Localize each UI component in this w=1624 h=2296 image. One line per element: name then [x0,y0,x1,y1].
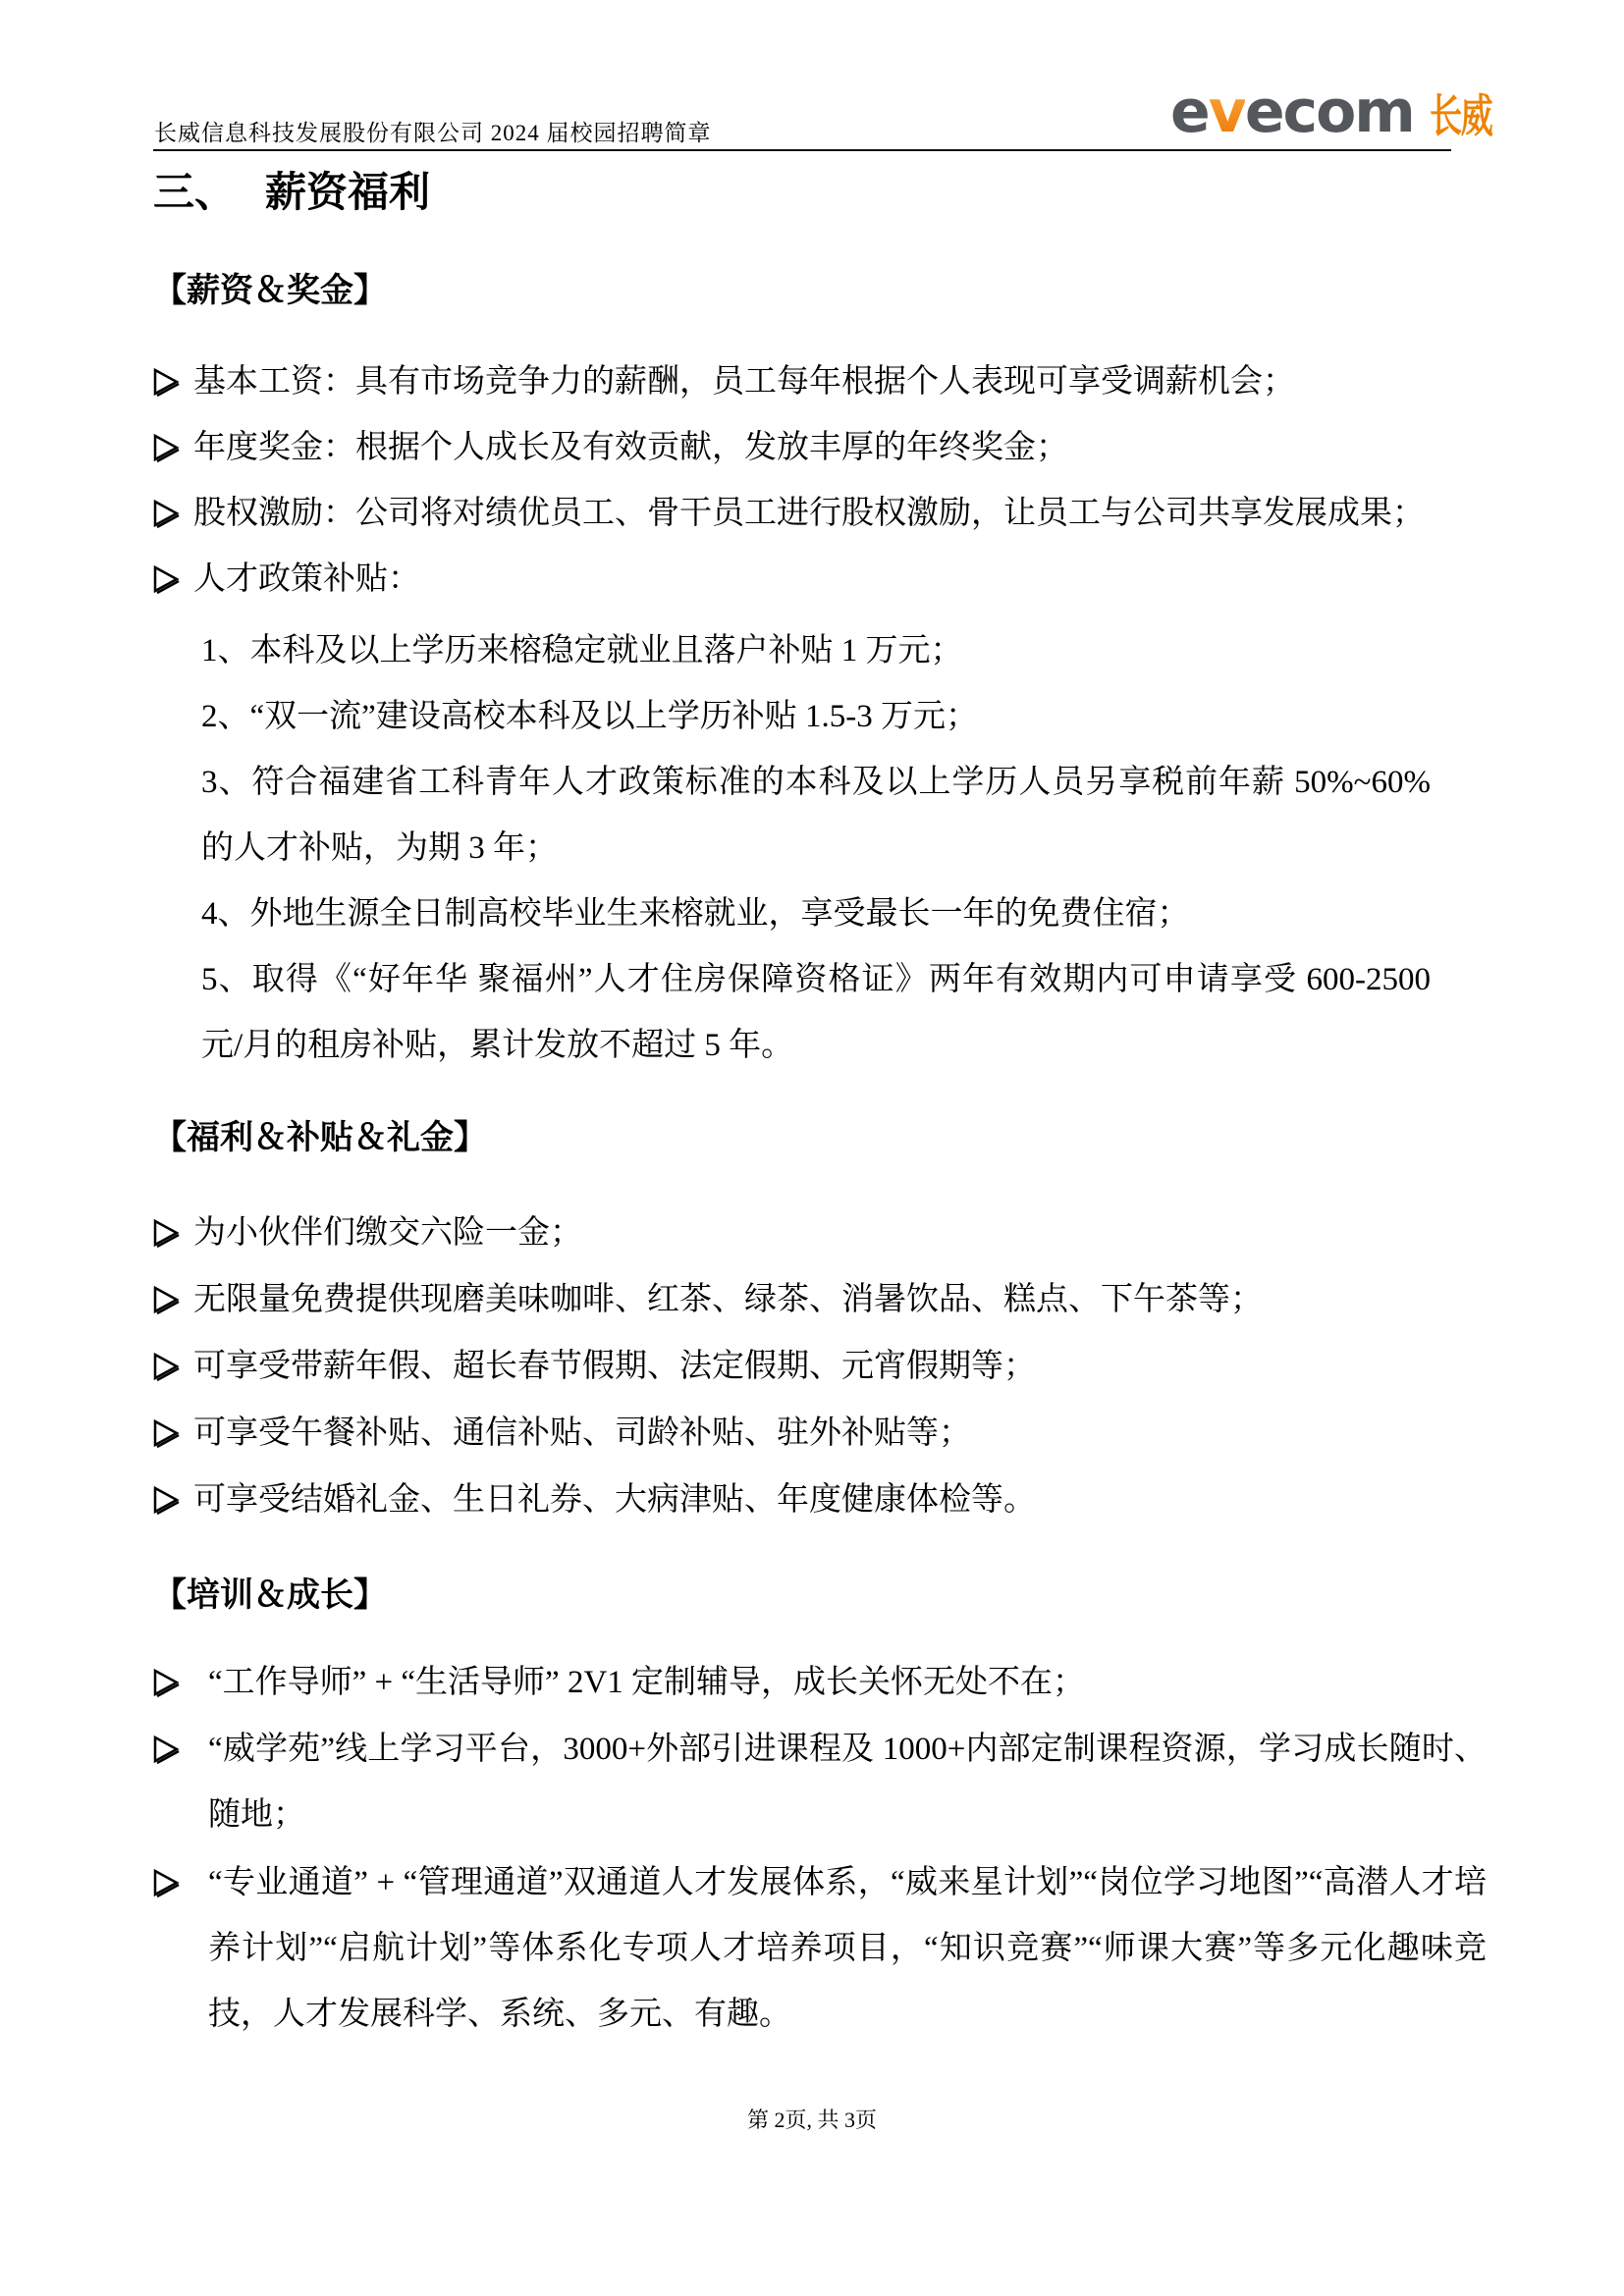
numbered-item: 5、取得《“好年华 聚福州”人才住房保障资格证》两年有效期内可申请享受 600-2500 元/月的租房补贴，累计发放不超过 5 年。 [201,962,1431,1063]
bullet-item [152,415,1457,481]
logo-letter-suffix: ecom [1244,78,1414,146]
bullet-text: 年度奖金：根据个人成长及有效贡献，发放丰厚的年终奖金； [193,430,1068,465]
page-footer-indicator: 第 2页, 共 3页 [746,2108,877,2132]
bullet-item [152,1201,1457,1266]
arrowhead-right-icon [152,432,180,463]
bullet-text: “工作导师” + “生活导师” 2V1 定制辅导，成长关怀无处不在； [208,1665,1086,1700]
bullet-item [152,1468,1457,1533]
company-logo [1170,78,1516,146]
logo-letter-accent: v [1208,78,1245,146]
page-title [153,169,430,218]
logo-letter-prefix: e [1170,78,1209,146]
bullet-text: “威学苑”线上学习平台，3000+外部引进课程及 1000+内部定制课程资源，学习成长随时、随地； [208,1732,1487,1833]
numbered-item: 3、符合福建省工科青年人才政策标准的本科及以上学历人员另享税前年薪 50%~60%的人才补贴，为期 3 年； [201,765,1431,866]
logo-cn-text: 长威 [1429,89,1492,142]
section-heading-training-growth: 【培训＆成长】 [153,1577,387,1614]
arrowhead-right-icon [152,366,180,398]
bullet-item [152,1717,1487,1848]
arrowhead-right-icon [152,1351,180,1382]
arrowhead-right-icon [152,1217,180,1249]
bullet-text: “专业通道” + “管理通道”双通道人才发展体系，“威来星计划”“岗位学习地图”“高潜人才培养计划”“启航计划”等体系化专项人才培养项目，“知识竞赛”“师课大赛”等多元化趣味竞技，人才发展科学、系统、多元、有趣。 [208,1865,1487,2032]
arrowhead-right-icon [152,563,180,595]
arrowhead-right-icon [152,1667,180,1698]
bullet-text: 可享受午餐补贴、通信补贴、司龄补贴、驻外补贴等； [193,1415,971,1451]
bullet-item [152,1334,1457,1400]
bullet-text: 无限量免费提供现磨美味咖啡、红茶、绿茶、消暑饮品、糕点、下午茶等； [193,1282,1263,1317]
header-divider [153,149,1451,151]
numbered-item: 2、“双一流”建设高校本科及以上学历补贴 1.5-3 万元； [201,699,979,734]
bullet-text: 可享受结婚礼金、生日礼券、大病津贴、年度健康体检等。 [193,1482,1036,1518]
numbered-item: 1、本科及以上学历来榕稳定就业且落户补贴 1 万元； [201,633,963,668]
page-title-text: 薪资福利 [265,171,431,216]
logo-wordmark [1170,78,1414,146]
bullet-item [152,1850,1487,2048]
arrowhead-right-icon [152,498,180,529]
bullet-item [152,547,1457,613]
section-heading-salary-bonus: 【薪资＆奖金】 [153,273,387,309]
document-header-title: 长威信息科技发展股份有限公司 2024 届校园招聘简章 [154,121,712,145]
bullet-text: 基本工资：具有市场竞争力的薪酬，员工每年根据个人表现可享受调薪机会； [193,364,1295,400]
arrowhead-right-icon [152,1484,180,1516]
bullet-text: 为小伙伴们缴交六险一金； [193,1215,582,1251]
arrowhead-right-icon [152,1867,180,1898]
section-heading-welfare-subsidy: 【福利＆补贴＆礼金】 [153,1120,487,1156]
bullet-item [152,1650,1487,1716]
bullet-text: 人才政策补贴： [193,561,420,597]
bullet-item [152,481,1457,547]
bullet-text: 可享受带薪年假、超长春节假期、法定假期、元宵假期等； [193,1349,1036,1384]
arrowhead-right-icon [152,1284,180,1315]
bullet-item [152,1267,1457,1333]
arrowhead-right-icon [152,1417,180,1449]
bullet-text: 股权激励：公司将对绩优员工、骨干员工进行股权激励，让员工与公司共享发展成果； [193,496,1425,531]
numbered-item: 4、外地生源全日制高校毕业生来榕就业，享受最长一年的免费住宿； [201,896,1190,932]
arrowhead-right-icon [152,1734,180,1765]
page-title-number: 三、 [153,171,237,216]
bullet-item [152,1401,1457,1467]
bullet-item [152,349,1457,415]
